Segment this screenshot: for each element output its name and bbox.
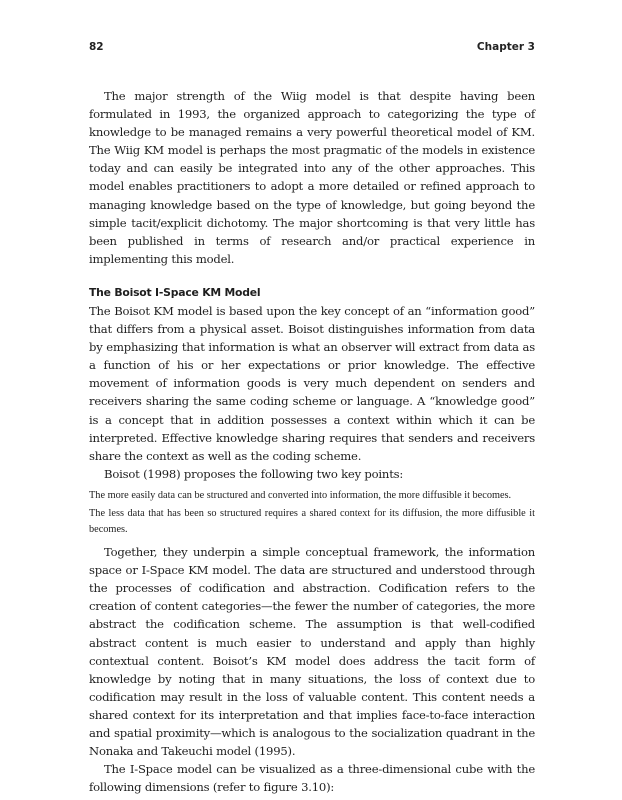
section-paragraph: The Boisot KM model is based upon the key concept of an “information good” that differs from a physical asset. Boisot distinguishes information from data by emphasizing that information is what an observer will extract from data as a function of his or her expectations or prior knowledge. The effective movement of information goods is very much dependent on senders and receivers sharing the same coding scheme or language. A “knowledge good” is a concept that in addition possesses a context within which it can be interpreted. Effective knowledge sharing requires that senders and receivers share the context as well as the coding scheme. [89, 303, 535, 463]
section-heading: The Boisot I-Space KM Model [89, 285, 261, 299]
body-paragraph: Together, they underpin a simple conceptual framework, the information space or I-Space KM model. The data are structured and understood through the processes of codification and abstraction. Codification refers to the creation of content categories—the fewer the number of categories, the more abstract the codification scheme. The assumption is that well-codified abstract content is much easier to understand and apply than highly contextual content. Boisot’s KM model does address the tacit form of knowledge by noting that in many situations, the loss of context due to codification may result in the loss of valuable content. This content needs a shared context for its interpretation and that implies face-to-face interaction and spatial proximity—which is analogous to the socialization quadrant in the Nonaka and Takeuchi model (1995). [89, 545, 535, 759]
key-points-list [89, 488, 535, 537]
page-number: 82 [89, 41, 104, 53]
chapter-label: Chapter 3 [476, 41, 535, 53]
body-text [89, 87, 535, 796]
section-paragraph: Boisot (1998) proposes the following two key points: [104, 466, 404, 481]
running-header [89, 41, 535, 57]
body-paragraph: The I-Space model can be visualized as a three-dimensional cube with the following dimensions (refer to figure 3.10): [89, 762, 535, 795]
key-point: The less data that has been so structured requires a shared context for its diffusion, the more diffusible it becomes. [89, 508, 535, 535]
key-point: The more easily data can be structured and converted into information, the more diffusible it becomes. [89, 489, 512, 501]
intro-paragraph: The major strength of the Wiig model is that despite having been formulated in 1993, the organized approach to categorizing the type of knowledge to be managed remains a very powerful theoretical model of KM. The Wiig KM model is perhaps the most pragmatic of the models in existence today and can easily be integrated into any of the other approaches. This model enables practitioners to adopt a more detailed or refined approach to managing knowledge based on the type of knowledge, but going beyond the simple tacit/explicit dichotomy. The major shortcoming is that very little has been published in terms of research and/or practical experience in implementing this model. [89, 89, 535, 266]
